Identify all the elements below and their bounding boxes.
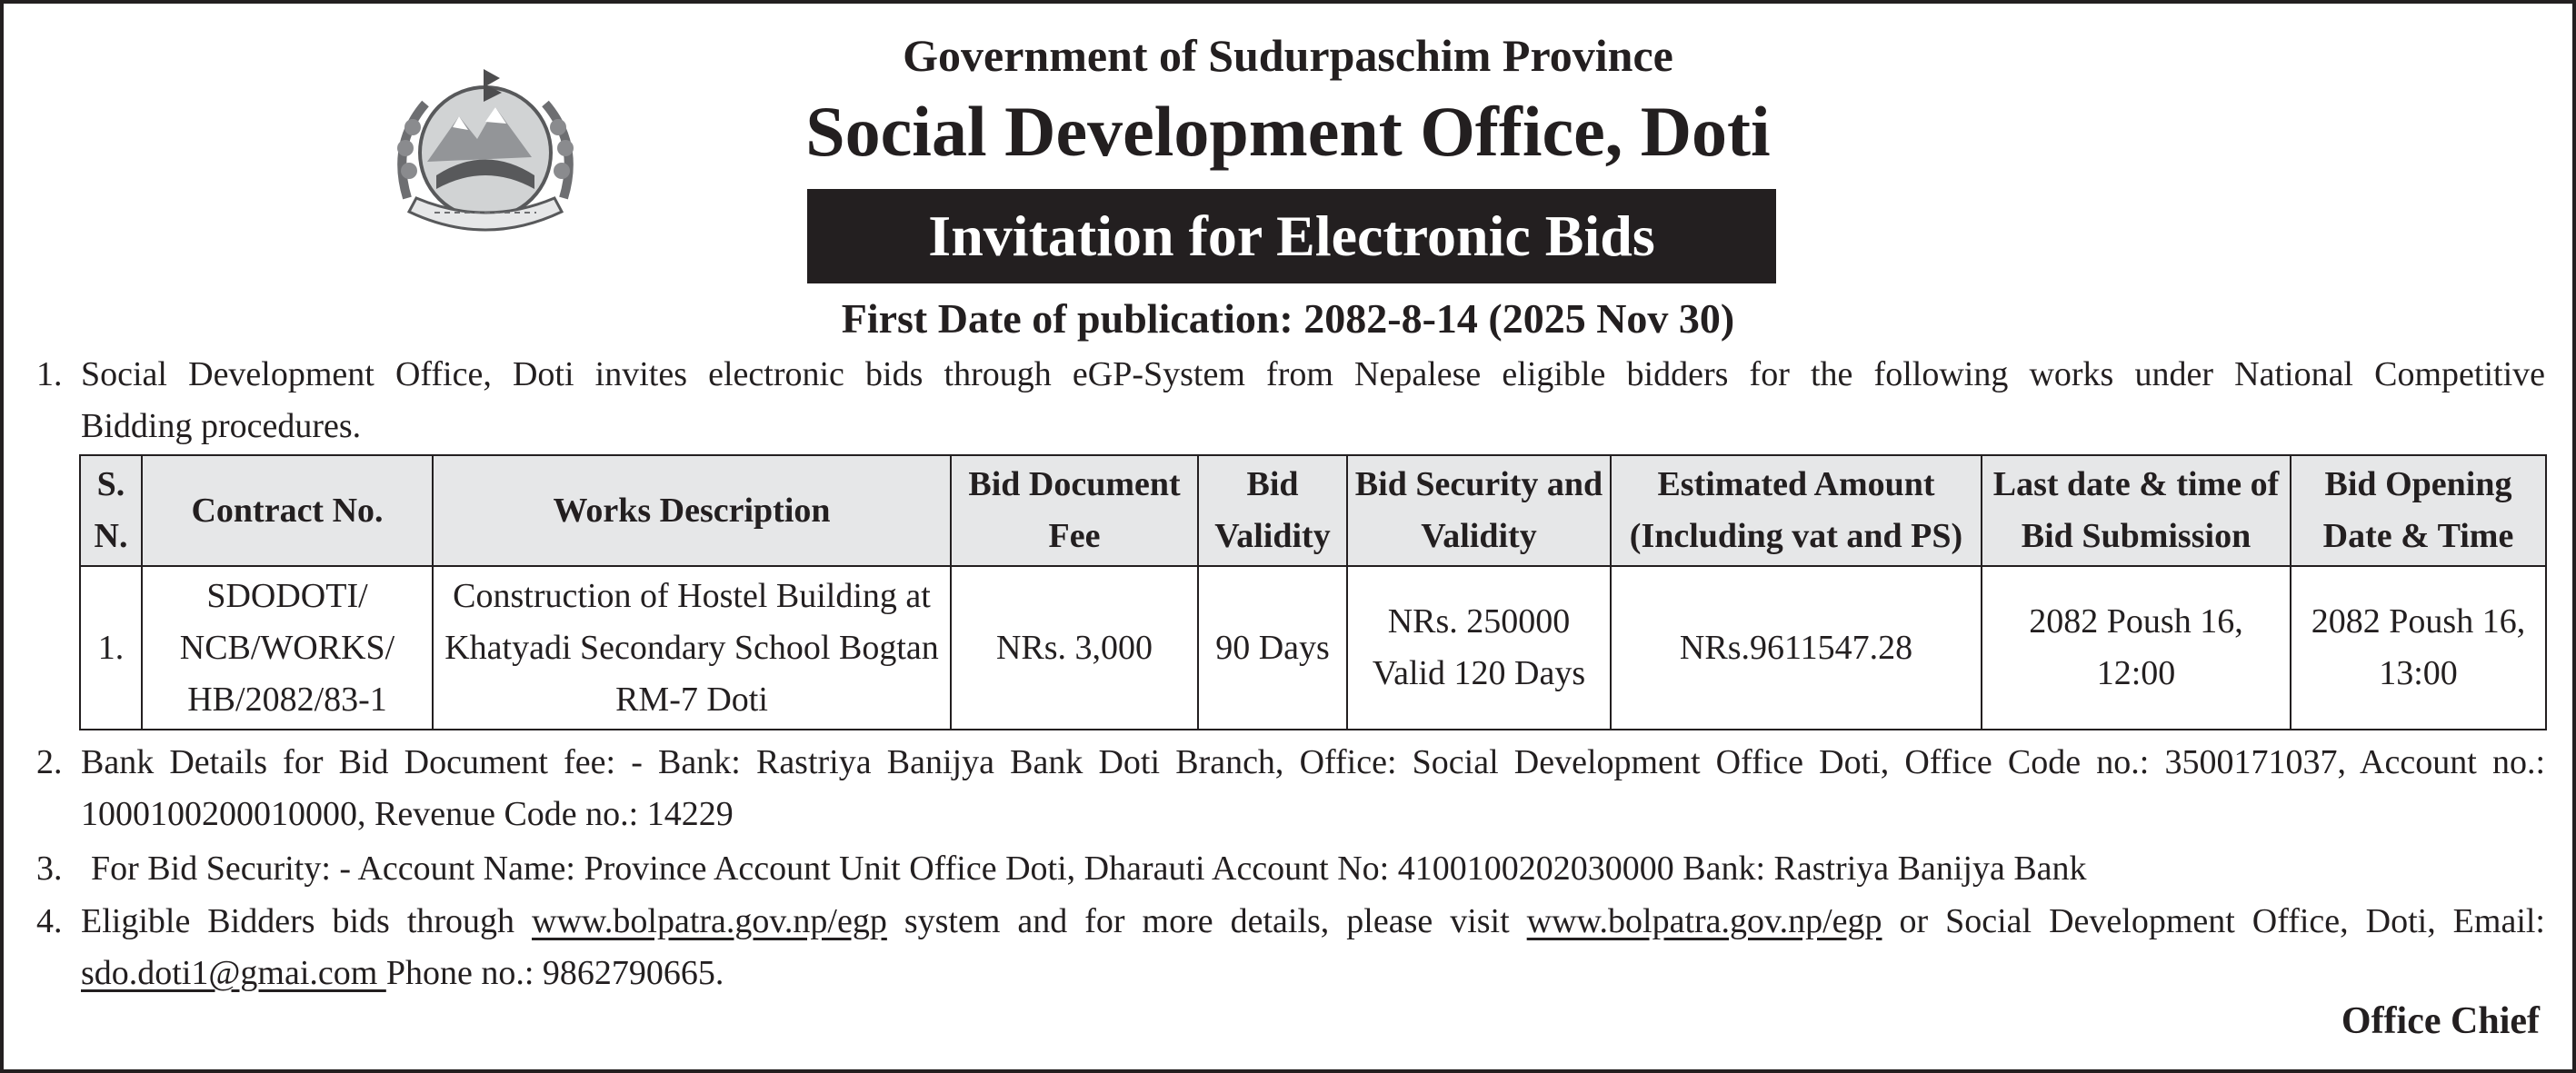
header-bid-validity: Bid Validity [1198, 455, 1347, 566]
header-bid-opening: Bid Opening Date & Time [2291, 455, 2546, 566]
cell-works-description: Construction of Hostel Building at Khatyadi Secondary School Bogtan RM-7 Doti [433, 566, 951, 730]
table-row [80, 566, 2546, 730]
egp-link[interactable]: www.bolpatra.gov.np/egp [532, 902, 887, 940]
paragraph-number: 2. [36, 743, 63, 781]
office-title: Social Development Office, Doti [805, 92, 1771, 171]
signature-office-chief: Office Chief [2341, 1000, 2540, 1042]
header-estimated-amount: Estimated Amount (Including vat and PS) [1611, 455, 1982, 566]
paragraph-number: 1. [36, 355, 63, 393]
cell-sn: 1. [80, 566, 142, 730]
paragraph-text-line2: Bidding procedures. [81, 407, 362, 445]
paragraph-text: Phone no.: 9862790665. [385, 954, 724, 992]
egp-link-2[interactable]: www.bolpatra.gov.np/egp [1526, 902, 1882, 940]
paragraph-1 [36, 349, 2545, 452]
paragraph-text: Bank Details for Bid Document fee: - Bank: Rastriya Banijya Bank Doti Branch, Office: Social Development Office Doti, Office Code no.: 3500171037, Account no.: 1000100200010000, Revenue Code no.: 14229 [81, 743, 2545, 833]
header-bid-document-fee: Bid Document Fee [951, 455, 1198, 566]
government-heading: Government of Sudurpaschim Province [903, 30, 1673, 81]
paragraph-number: 3. [36, 849, 63, 888]
paragraph-text: Eligible Bidders bids through [81, 902, 533, 940]
email-link[interactable]: sdo.doti1@gmai.com [81, 954, 386, 992]
paragraph-4 [36, 896, 2545, 999]
cell-bid-document-fee: NRs. 3,000 [951, 566, 1198, 730]
cell-estimated-amount: NRs.9611547.28 [1611, 566, 1982, 730]
cell-submission-deadline: 2082 Poush 16, 12:00 [1982, 566, 2291, 730]
cell-bid-opening: 2082 Poush 16, 13:00 [2291, 566, 2546, 730]
header-contract-no: Contract No. [142, 455, 433, 566]
paragraph-text: Social Development Office, Doti invites electronic bids through eGP-System from Nepalese eligible bidders for the following works under National Competitive [81, 355, 2545, 393]
bid-table [79, 454, 2547, 730]
paragraph-number: 4. [36, 902, 63, 940]
notice-banner: Invitation for Electronic Bids [807, 189, 1776, 283]
paragraph-text: system and for more details, please visit [886, 902, 1527, 940]
header-bid-security: Bid Security and Validity [1347, 455, 1611, 566]
header-submission-deadline: Last date & time of Bid Submission [1982, 455, 2291, 566]
paragraph-text: or Social Development Office, Doti, Email: [1882, 902, 2545, 940]
paragraph-text: For Bid Security: - Account Name: Province Account Unit Office Doti, Dharauti Account No: 4100100202030000 Bank: Rastriya Banijya Bank [91, 849, 2087, 888]
header-works-description: Works Description [433, 455, 951, 566]
paragraph-3 [36, 843, 2545, 895]
cell-bid-validity: 90 Days [1198, 566, 1347, 730]
cell-bid-security: NRs. 250000 Valid 120 Days [1347, 566, 1611, 730]
table-header-row [80, 455, 2546, 566]
header-sn: S. N. [80, 455, 142, 566]
publication-date: First Date of publication: 2082-8-14 (2025 Nov 30) [841, 295, 1735, 342]
cell-contract-no: SDODOTI/ NCB/WORKS/ HB/2082/83-1 [142, 566, 433, 730]
paragraph-2 [36, 737, 2545, 840]
